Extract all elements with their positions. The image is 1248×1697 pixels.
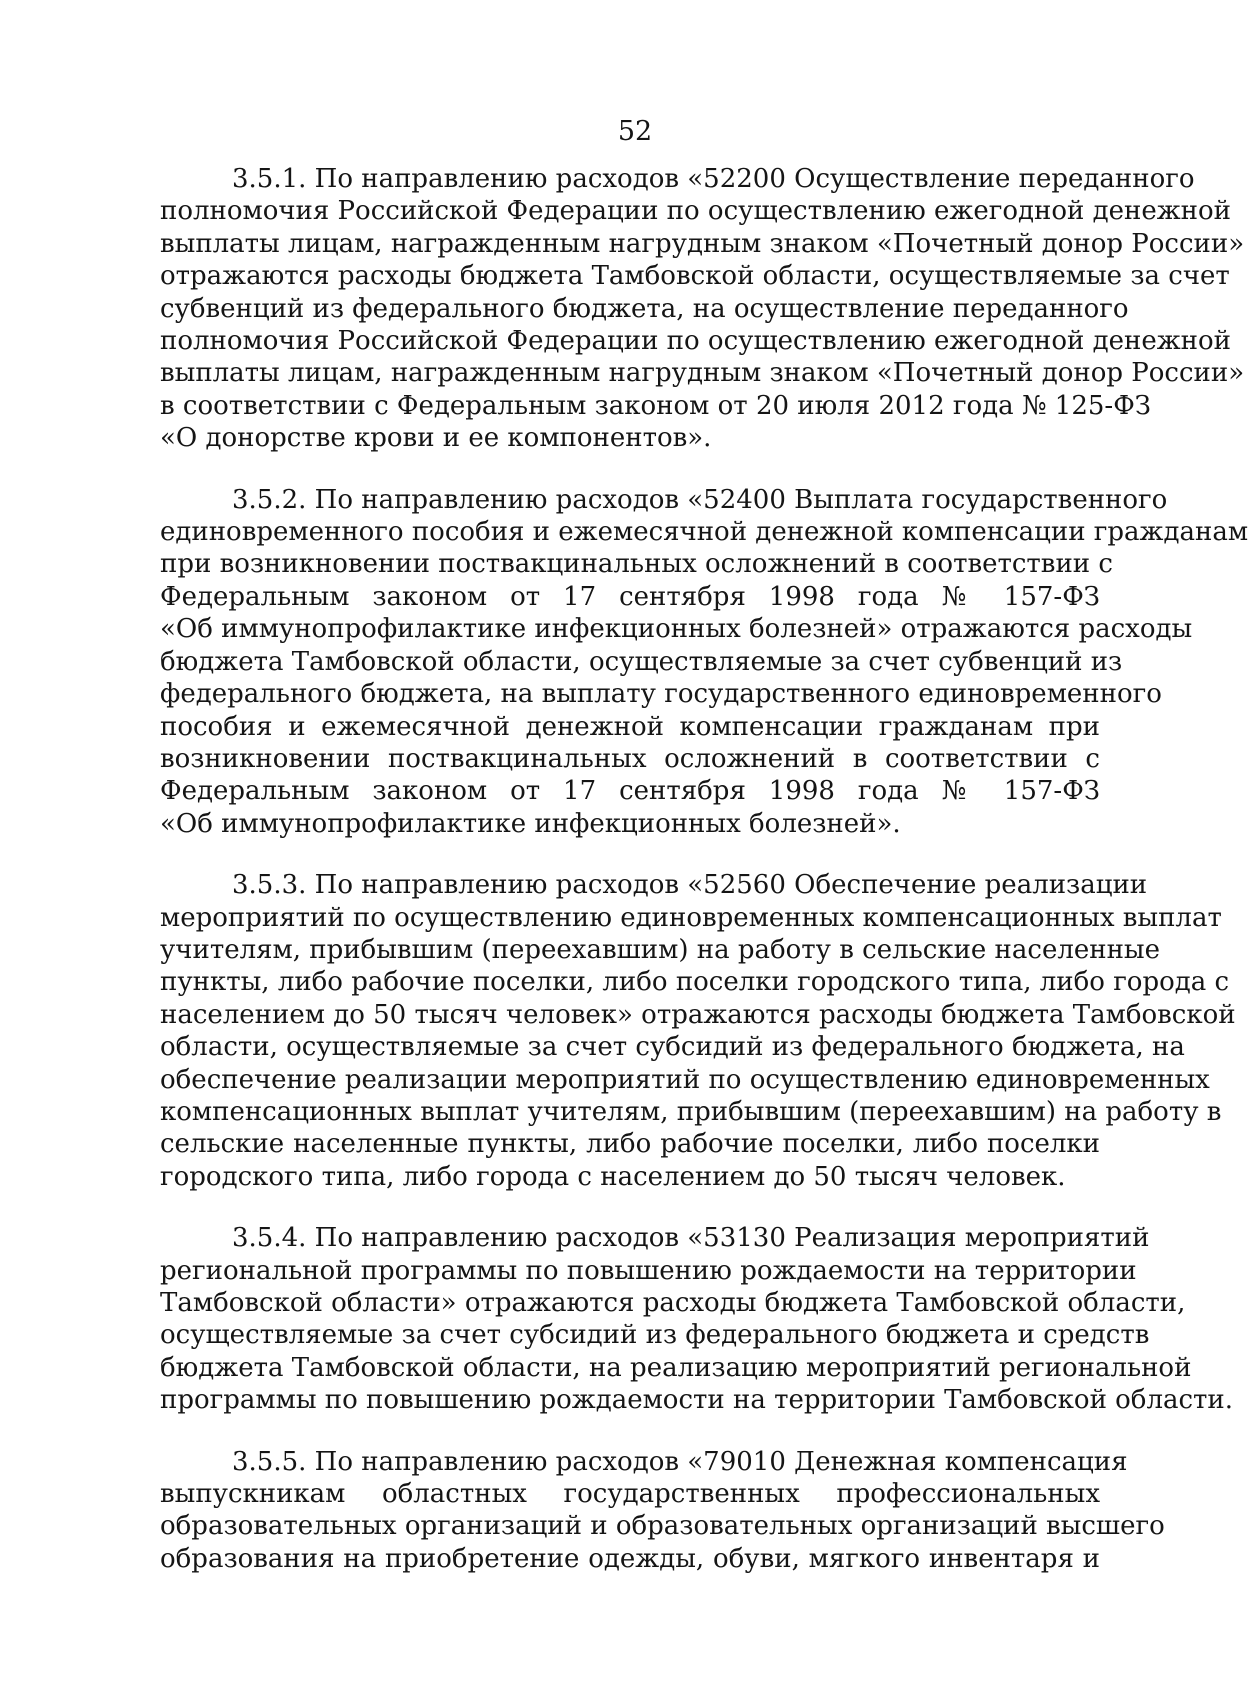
text-line: сельские населенные пункты, либо рабочие поселки, либо поселки (160, 1129, 1100, 1160)
text-line: выпускникам областных государственных профессиональных (160, 1479, 1100, 1510)
text-line: «Об иммунопрофилактике инфекционных болезней» отражаются расходы (160, 614, 1193, 645)
text-line: пункты, либо рабочие поселки, либо поселки городского типа, либо города с (160, 967, 1230, 998)
text-line: бюджета Тамбовской области, на реализацию мероприятий региональной (160, 1352, 1192, 1383)
text-line: образования на приобретение одежды, обуви, мягкого инвентаря и (160, 1543, 1100, 1574)
text-line: «Об иммунопрофилактике инфекционных болезней». (160, 808, 901, 839)
text-line: населением до 50 тысяч человек» отражаются расходы бюджета Тамбовской (160, 999, 1236, 1030)
text-line: полномочия Российской Федерации по осуществлению ежегодной денежной (160, 326, 1231, 357)
text-line: региональной программы по повышению рождаемости на территории (160, 1255, 1137, 1286)
text-line: 3.5.1. По направлению расходов «52200 Осуществление переданного (232, 164, 1195, 194)
text-line: обеспечение реализации мероприятий по осуществлению единовременных (160, 1064, 1210, 1095)
paragraph-3-5-3 (160, 869, 1236, 1193)
paragraph-3-5-4 (160, 1222, 1234, 1416)
text-line: компенсационных выплат учителям, прибывшим (переехавшим) на работу в (160, 1096, 1222, 1127)
text-line: образовательных организаций и образовательных организаций высшего (160, 1511, 1165, 1542)
text-line: программы по повышению рождаемости на территории Тамбовской области. (160, 1385, 1234, 1416)
text-line: пособия и ежемесячной денежной компенсации гражданам при (160, 711, 1100, 742)
text-line: 3.5.4. По направлению расходов «53130 Реализация мероприятий (232, 1223, 1150, 1254)
text-line: федерального бюджета, на выплату государственного единовременного (160, 679, 1162, 710)
paragraph-3-5-1 (160, 163, 1245, 455)
page-number: 52 (617, 116, 653, 147)
text-line: осуществляемые за счет субсидий из федерального бюджета и средств (160, 1320, 1150, 1351)
text-line: при возникновении поствакцинальных осложнений в соответствии с (160, 549, 1113, 580)
text-line: области, осуществляемые за счет субсидий из федерального бюджета, на (160, 1032, 1185, 1063)
text-line: 3.5.5. По направлению расходов «79010 Денежная компенсация (232, 1446, 1128, 1477)
text-line: выплаты лицам, награжденным нагрудным знаком «Почетный донор России» (160, 358, 1245, 389)
text-line: выплаты лицам, награжденным нагрудным знаком «Почетный донор России» (160, 228, 1245, 259)
text-line: городского типа, либо города с населением до 50 тысяч человек. (160, 1161, 1066, 1192)
text-line: бюджета Тамбовской области, осуществляемые за счет субвенций из (160, 646, 1123, 677)
text-line: учителям, прибывшим (переехавшим) на работу в сельские населенные (160, 934, 1160, 965)
text-line: субвенций из федерального бюджета, на осуществление переданного (160, 293, 1129, 324)
document-body (160, 163, 1248, 1604)
text-line: возникновении поствакцинальных осложнений в соответствии с (160, 743, 1100, 774)
text-line: отражаются расходы бюджета Тамбовской области, осуществляемые за счет (160, 261, 1230, 292)
text-line: 3.5.2. По направлению расходов «52400 Выплата государственного (232, 484, 1168, 515)
text-line: Тамбовской области» отражаются расходы бюджета Тамбовской области, (160, 1288, 1186, 1318)
text-line: Федеральным законом от 17 сентября 1998 года № 157-ФЗ (160, 776, 1100, 807)
text-line: полномочия Российской Федерации по осуществлению ежегодной денежной (160, 196, 1231, 227)
text-line: мероприятий по осуществлению единовременных компенсационных выплат (160, 902, 1222, 933)
text-line: единовременного пособия и ежемесячной денежной компенсации гражданам (160, 517, 1248, 548)
text-line: 3.5.3. По направлению расходов «52560 Обеспечение реализации (232, 870, 1148, 901)
paragraph-3-5-2 (160, 484, 1248, 840)
text-line: Федеральным законом от 17 сентября 1998 года № 157-ФЗ (160, 581, 1100, 612)
paragraph-3-5-5 (160, 1446, 1165, 1576)
text-line: «О донорстве крови и ее компонентов». (160, 423, 712, 454)
text-line: в соответствии с Федеральным законом от 20 июля 2012 года № 125-ФЗ (160, 390, 1151, 421)
